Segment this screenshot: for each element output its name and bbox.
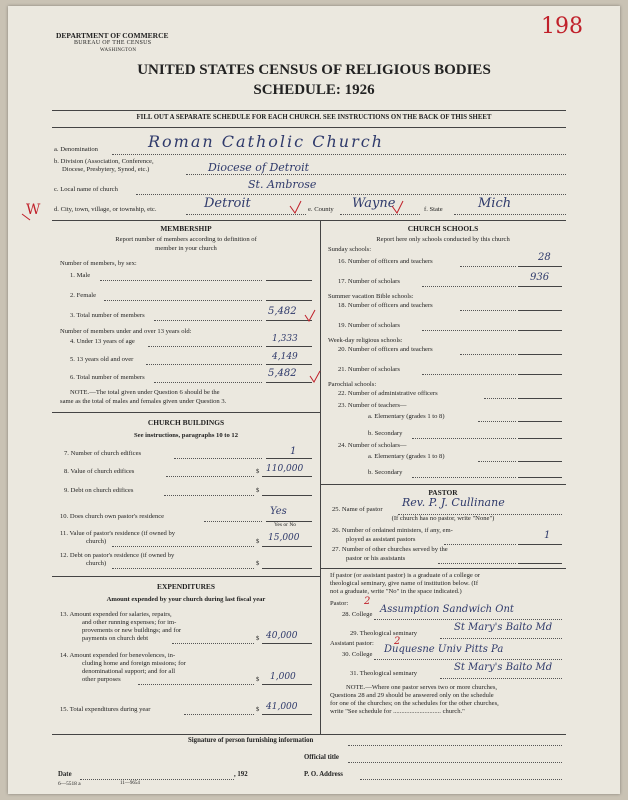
- schools-intro: Report here only schools conducted by this church: [376, 236, 510, 243]
- q25-note: (If church has no pastor, write "None"): [391, 515, 495, 522]
- age-intro-label: Number of members under and over 13 years old:: [60, 328, 192, 335]
- graduate-note-2: theological seminary, give name of institution below. (If: [330, 580, 479, 587]
- assistant-subhead: Assistant pastor:: [330, 640, 374, 647]
- by-sex-label: Number of members, by sex:: [60, 260, 137, 267]
- membership-intro-2: member in your church: [155, 245, 217, 252]
- print-number: 11—9654: [120, 781, 140, 786]
- page-number: 198: [541, 14, 583, 39]
- q14-label-2: cluding home and foreign missions; for: [82, 660, 186, 667]
- q31-value[interactable]: St Mary's Balto Md: [454, 662, 553, 673]
- pastor-subhead: Pastor:: [330, 600, 349, 607]
- membership-note-2: same as the total of males and females given under Question 3.: [60, 398, 227, 405]
- q14-label-3: denominational support; and for all: [82, 668, 176, 675]
- q25-label: 25. Name of pastor: [332, 506, 383, 513]
- denomination-label: a. Denomination: [54, 146, 98, 153]
- margin-mark: W: [26, 202, 41, 218]
- pastor-note-3: for one of the churches; on the schedules for the other churches,: [330, 700, 499, 707]
- q26-label-2: ployed as assistant pastors: [346, 536, 416, 543]
- date-label: Date: [58, 771, 72, 778]
- q10-value[interactable]: Yes: [270, 506, 287, 517]
- sunday-label: Sunday schools:: [328, 246, 372, 253]
- q11-label-1: 11. Value of pastor's residence (if owned by: [60, 530, 176, 537]
- division-value[interactable]: Diocese of Detroit: [208, 161, 310, 174]
- q23b-label: b. Secondary: [368, 430, 403, 437]
- local-name-value[interactable]: St. Ambrose: [248, 178, 317, 191]
- membership-note-1: NOTE.—The total given under Question 6 should be the: [70, 389, 220, 396]
- q13-label-2: and other running expenses; for im-: [82, 619, 177, 626]
- state-label: f. State: [424, 206, 443, 213]
- schools-title: CHURCH SCHOOLS: [407, 224, 479, 233]
- q13-value[interactable]: 40,000: [266, 631, 298, 641]
- q22-label: 22. Number of administrative officers: [338, 390, 438, 397]
- q27-label-1: 27. Number of other churches served by the: [332, 546, 448, 553]
- q13-dollar: $: [256, 635, 260, 642]
- q9-dollar: $: [256, 487, 260, 494]
- q13-label-3: provements or new buildings; and for: [82, 627, 182, 634]
- form-title: UNITED STATES CENSUS OF RELIGIOUS BODIES: [137, 62, 491, 78]
- membership-title: MEMBERSHIP: [160, 224, 212, 233]
- q21-label: 21. Number of scholars: [338, 366, 400, 373]
- parochial-label: Parochial schools:: [328, 381, 377, 388]
- q14-label-1: 14. Amount expended for benevolences, in-: [60, 652, 176, 659]
- bureau-label: BUREAU OF THE CENSUS: [74, 40, 152, 46]
- graduate-note-3: not a graduate, write "No" in the space indicated.): [330, 588, 462, 595]
- department-label: DEPARTMENT OF COMMERCE: [56, 31, 169, 40]
- city-value[interactable]: Detroit: [204, 196, 251, 211]
- q19-label: 19. Number of scholars: [338, 322, 400, 329]
- q15-dollar: $: [256, 706, 260, 713]
- division-label-1: b. Division (Association, Conference,: [54, 158, 154, 165]
- city-label: WASHINGTON: [100, 48, 137, 53]
- q7-label: 7. Number of church edifices: [64, 450, 142, 457]
- q14-label-4: other purposes: [82, 676, 121, 683]
- form-number: 6—5518 a: [58, 781, 81, 787]
- q29-label: 29. Theological seminary: [350, 630, 418, 637]
- instruction-line: FILL OUT A SEPARATE SCHEDULE FOR EACH CHURCH. SEE INSTRUCTIONS ON THE BACK OF THIS SHEET: [136, 114, 492, 121]
- q9-label: 9. Debt on church edifices: [64, 487, 134, 494]
- q28-value[interactable]: Assumption Sandwich Ont: [380, 604, 514, 615]
- q5-value[interactable]: 4,149: [272, 352, 298, 362]
- q24b-label: b. Secondary: [368, 469, 403, 476]
- q1-label: 1. Male: [70, 272, 91, 279]
- q4-label: 4. Under 13 years of age: [70, 338, 135, 345]
- q16-label: 16. Number of officers and teachers: [338, 258, 433, 265]
- schedule-title: SCHEDULE: 1926: [253, 82, 375, 98]
- official-title-label: Official title: [304, 754, 339, 761]
- q17-value[interactable]: 936: [530, 272, 550, 283]
- state-value[interactable]: Mich: [478, 196, 512, 211]
- city-label: d. City, town, village, or township, etc.: [54, 206, 157, 213]
- pastor-mark: 2: [364, 596, 371, 607]
- county-value[interactable]: Wayne: [352, 196, 396, 211]
- q31-label: 31. Theological seminary: [350, 670, 418, 677]
- year-label: , 192: [234, 771, 248, 778]
- q24-label: 24. Number of scholars—: [338, 442, 407, 449]
- signature-label: Signature of person furnishing information: [188, 737, 314, 744]
- pastor-note-4: write "See schedule for ............................. church.": [330, 708, 465, 715]
- q12-dollar: $: [256, 560, 260, 567]
- division-label-2: Diocese, Presbytery, Synod, etc.): [62, 166, 150, 173]
- weekday-label: Week-day religious schools:: [328, 337, 403, 344]
- census-schedule-sheet: [8, 6, 620, 794]
- q6-check-icon: [310, 371, 320, 382]
- q26-value[interactable]: 1: [544, 530, 551, 541]
- q11-value[interactable]: 15,000: [268, 533, 300, 543]
- county-check-icon: [392, 201, 403, 213]
- q3-label: 3. Total number of members: [70, 312, 145, 319]
- q14-dollar: $: [256, 676, 260, 683]
- q12-label-1: 12. Debt on pastor's residence (if owned by: [60, 552, 175, 559]
- q4-value[interactable]: 1,333: [272, 334, 298, 344]
- q30-value[interactable]: Duquesne Univ Pitts Pa: [384, 644, 504, 655]
- q3-check-icon: [305, 310, 315, 321]
- q24a-label: a. Elementary (grades 1 to 8): [368, 453, 445, 460]
- q30-label: 30. College: [342, 651, 373, 658]
- q6-value[interactable]: 5,482: [268, 368, 297, 379]
- q3-value[interactable]: 5,482: [268, 306, 297, 317]
- local-name-label: c. Local name of church: [54, 186, 118, 193]
- assistant-mark: 2: [394, 636, 401, 647]
- q23-label: 23. Number of teachers—: [338, 402, 407, 409]
- q28-label: 28. College: [342, 611, 373, 618]
- q11-label-2: church): [86, 538, 107, 545]
- q26-label-1: 26. Number of ordained ministers, if any, em-: [332, 527, 453, 534]
- q6-label: 6. Total number of members: [70, 374, 145, 381]
- q12-label-2: church): [86, 560, 107, 567]
- graduate-note-1: If pastor (or assistant pastor) is a graduate of a college or: [330, 572, 480, 579]
- q8-dollar: $: [256, 468, 260, 475]
- expenditures-title: EXPENDITURES: [157, 582, 215, 591]
- q18-label: 18. Number of officers and teachers: [338, 302, 433, 309]
- red-check-marks: [8, 6, 620, 794]
- membership-intro-1: Report number of members according to definition of: [115, 236, 257, 243]
- q2-label: 2. Female: [70, 292, 97, 299]
- q20-label: 20. Number of officers and teachers: [338, 346, 433, 353]
- q16-value[interactable]: 28: [538, 252, 551, 263]
- buildings-sub: See instructions, paragraphs 10 to 12: [133, 432, 239, 439]
- q23a-label: a. Elementary (grades 1 to 8): [368, 413, 445, 420]
- po-address-label: P. O. Address: [304, 771, 343, 778]
- q15-value[interactable]: 41,000: [266, 702, 298, 712]
- denomination-value[interactable]: Roman Catholic Church: [148, 132, 384, 151]
- q13-label-4: payments on church debt: [82, 635, 149, 642]
- q10-hint: Yes or No: [274, 522, 297, 528]
- q10-label: 10. Does church own pastor's residence: [60, 513, 165, 520]
- q17-label: 17. Number of scholars: [338, 278, 400, 285]
- q15-label: 15. Total expenditures during year: [60, 706, 151, 713]
- q14-value[interactable]: 1,000: [270, 672, 296, 682]
- margin-x-icon: [22, 214, 30, 220]
- summer-label: Summer vacation Bible schools:: [328, 293, 414, 300]
- county-label: e. County: [308, 206, 334, 213]
- q7-value[interactable]: 1: [290, 446, 297, 457]
- q27-label-2: pastor or his assistants: [346, 555, 406, 562]
- buildings-title: CHURCH BUILDINGS: [147, 418, 225, 427]
- q29-value[interactable]: St Mary's Balto Md: [454, 622, 553, 633]
- q8-label: 8. Value of church edifices: [64, 468, 135, 475]
- q13-label-1: 13. Amount expended for salaries, repairs,: [60, 611, 172, 618]
- q8-value[interactable]: 110,000: [266, 464, 304, 474]
- city-check-icon: [290, 201, 301, 213]
- expenditures-sub: Amount expended by your church during last fiscal year: [106, 596, 266, 603]
- pastor-title: PASTOR: [428, 488, 458, 497]
- q5-label: 5. 13 years old and over: [70, 356, 134, 363]
- pastor-note-2: Questions 28 and 29 should be answered only on the schedule: [330, 692, 494, 699]
- q11-dollar: $: [256, 538, 260, 545]
- pastor-note-1: NOTE.—Where one pastor serves two or more churches,: [346, 684, 498, 691]
- q25-value[interactable]: Rev. P. J. Cullinane: [402, 496, 505, 509]
